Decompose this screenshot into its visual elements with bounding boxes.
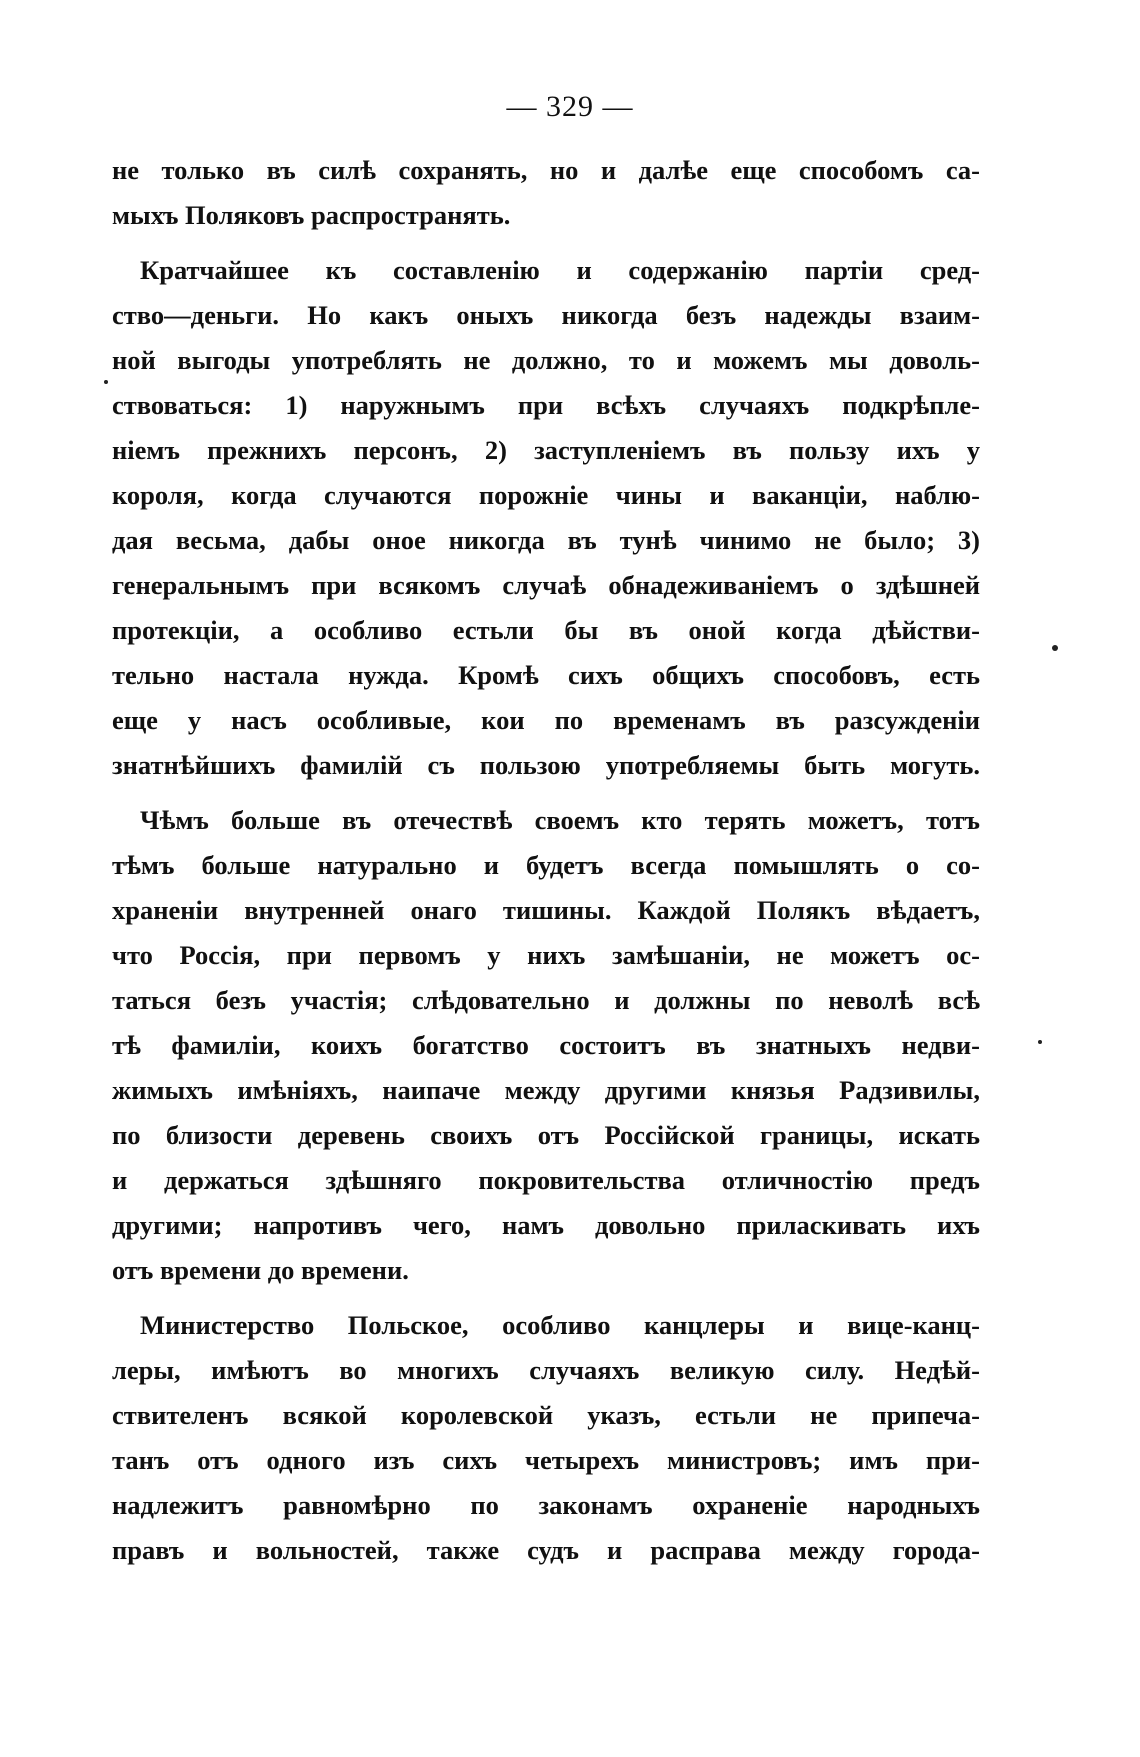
text-line: надлежитъ равномѣрно по законамъ охраненіе народныхъ: [112, 1490, 980, 1520]
text-line: не только въ силѣ сохранять, но и далѣе еще способомъ са-: [112, 155, 980, 185]
text-line: короля, когда случаются порожніе чины и ваканціи, наблю-: [112, 480, 980, 510]
text-line: таться безъ участія; слѣдовательно и должны по неволѣ всѣ: [112, 985, 980, 1015]
text-line: мыхъ Поляковъ распространять.: [112, 200, 511, 230]
paragraph-1: [112, 148, 980, 238]
text-line: правъ и вольностей, также судъ и расправа между города-: [112, 1535, 980, 1565]
text-line: тѣмъ больше натурально и будетъ всегда помышлять о со-: [112, 850, 980, 880]
paragraph-3: [112, 798, 980, 1293]
text-line: танъ отъ одного изъ сихъ четырехъ министровъ; имъ при-: [112, 1445, 980, 1475]
text-line: ніемъ прежнихъ персонъ, 2) заступленіемъ въ пользу ихъ у: [112, 435, 980, 465]
text-line: Министерство Польское, особливо канцлеры и вице-канц-: [140, 1310, 980, 1340]
text-line: храненіи внутренней онаго тишины. Каждой Полякъ вѣдаетъ,: [112, 895, 980, 925]
text-line: тельно настала нужда. Кромѣ сихъ общихъ способовъ, есть: [112, 660, 980, 690]
text-line: другими; напротивъ чего, намъ довольно приласкивать ихъ: [112, 1210, 980, 1240]
body-text: [112, 148, 980, 1583]
paragraph-2: [112, 248, 980, 788]
scan-speck: [1052, 645, 1058, 651]
text-line: генеральнымъ при всякомъ случаѣ обнадеживаніемъ о здѣшней: [112, 570, 980, 600]
text-line: по близости деревень своихъ отъ Россійской границы, искать: [112, 1120, 980, 1150]
text-line: дая весьма, дабы оное никогда въ тунѣ чинимо не было; 3): [112, 525, 980, 555]
paragraph-4: [112, 1303, 980, 1573]
text-line: ствителенъ всякой королевской указъ, естьли не припеча-: [112, 1400, 980, 1430]
text-line: протекціи, а особливо естьли бы въ оной когда дѣйстви-: [112, 615, 980, 645]
text-line: тѣ фамиліи, коихъ богатство состоитъ въ знатныхъ недви-: [112, 1030, 980, 1060]
text-line: отъ времени до времени.: [112, 1255, 409, 1285]
text-line: Кратчайшее къ составленію и содержанію партіи сред-: [140, 255, 980, 285]
text-line: Чѣмъ больше въ отечествѣ своемъ кто терять можетъ, тотъ: [140, 805, 980, 835]
text-line: жимыхъ имѣніяхъ, наипаче между другими князья Радзивилы,: [112, 1075, 980, 1105]
scan-speck: [1038, 1040, 1042, 1044]
text-line: ствоваться: 1) наружнымъ при всѣхъ случаяхъ подкрѣпле-: [112, 390, 980, 420]
text-line: что Россія, при первомъ у нихъ замѣшаніи, не можетъ ос-: [112, 940, 980, 970]
text-line: леры, имѣютъ во многихъ случаяхъ великую силу. Недѣй-: [112, 1355, 980, 1385]
scan-speck: [104, 380, 108, 384]
page-number: — 329 —: [506, 90, 634, 123]
text-line: знатнѣйшихъ фамилій съ пользою употребляемы быть могуть.: [112, 750, 980, 780]
text-line: ство—деньги. Но какъ оныхъ никогда безъ надежды взаим-: [112, 300, 980, 330]
text-line: и держаться здѣшняго покровительства отличностію предъ: [112, 1165, 980, 1195]
text-line: ной выгоды употреблять не должно, то и можемъ мы доволь-: [112, 345, 980, 375]
text-line: еще у насъ особливые, кои по временамъ въ разсужденіи: [112, 705, 980, 735]
